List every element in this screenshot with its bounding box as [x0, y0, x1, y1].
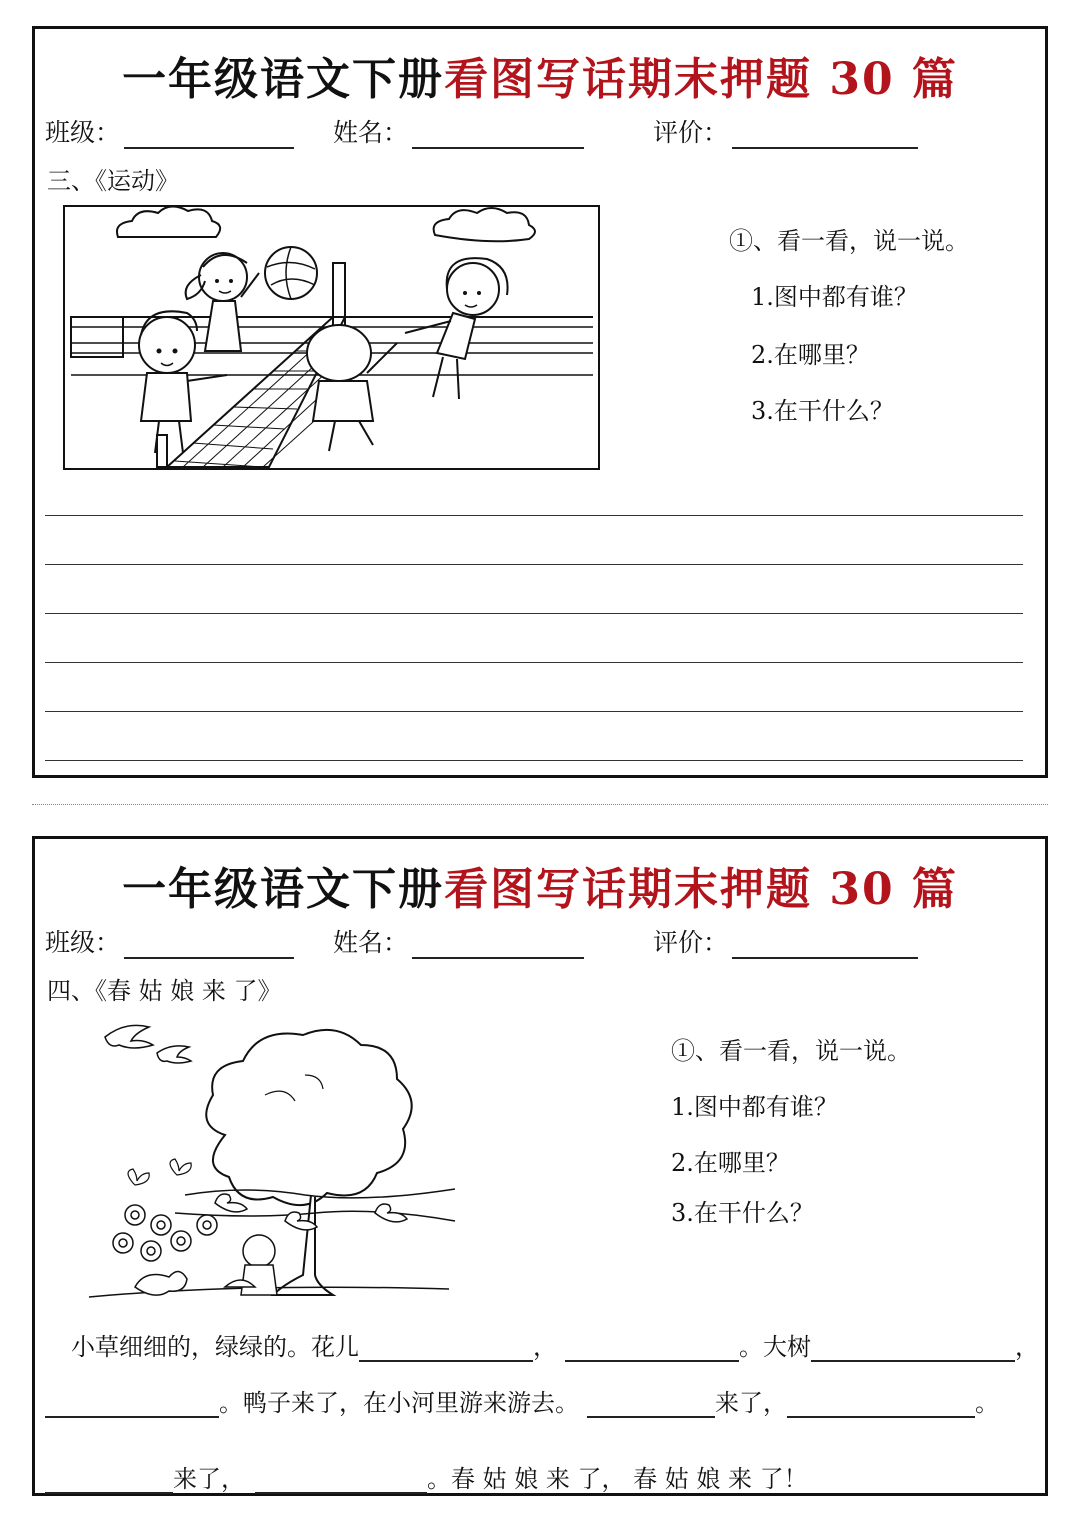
- worksheet-exercise-3: [32, 26, 1048, 778]
- volleyball-illustration: [63, 205, 601, 471]
- worksheet-title: [35, 43, 1045, 107]
- fill-text: 来了，: [173, 1465, 245, 1493]
- title-black-part: 一年级语文下册: [122, 864, 445, 915]
- page-divider: [32, 804, 1048, 805]
- writing-line[interactable]: [45, 613, 1023, 614]
- fill-text: 。: [975, 1389, 999, 1417]
- fill-blank[interactable]: [587, 1394, 715, 1418]
- fill-text: ，: [533, 1333, 557, 1361]
- worksheet-exercise-4: [32, 836, 1048, 1496]
- eval-field[interactable]: [653, 923, 918, 959]
- writing-line[interactable]: [45, 760, 1023, 761]
- fill-text: 。大树: [739, 1333, 811, 1361]
- fill-text: 。鸭子来了，在小河里游来游去。: [219, 1389, 579, 1417]
- class-label: 班级：: [45, 928, 121, 957]
- look-and-say-prompt: ①、看一看，说一说。: [729, 227, 969, 255]
- class-blank[interactable]: [124, 123, 294, 149]
- writing-line[interactable]: [45, 515, 1023, 516]
- fill-blank[interactable]: [45, 1470, 173, 1494]
- fill-blank[interactable]: [565, 1338, 739, 1362]
- title-red-part: 看图写话期末押题 30 篇: [444, 864, 958, 915]
- eval-blank[interactable]: [732, 933, 918, 959]
- name-field[interactable]: [333, 923, 584, 959]
- fill-blank[interactable]: [359, 1338, 533, 1362]
- class-field[interactable]: [45, 113, 294, 149]
- spring-illustration: [75, 1015, 485, 1315]
- name-label: 姓名：: [333, 118, 409, 147]
- worksheet-title: [35, 853, 1045, 917]
- eval-field[interactable]: [653, 113, 918, 149]
- fill-blank[interactable]: [811, 1338, 1015, 1362]
- fill-text: 来了，: [715, 1389, 787, 1417]
- question-where: 2.在哪里？: [671, 1149, 790, 1177]
- eval-label: 评价：: [653, 118, 729, 147]
- name-blank[interactable]: [412, 933, 584, 959]
- fill-in-line-1: [71, 1327, 1039, 1362]
- title-red-part: 看图写话期末押题 30 篇: [444, 54, 958, 105]
- fill-in-line-2: [45, 1383, 999, 1418]
- fill-in-line-3: [45, 1459, 808, 1494]
- question-who: 1.图中都有谁？: [671, 1093, 838, 1121]
- section-title: 四、《春 姑 娘 来 了》: [47, 977, 282, 1005]
- question-where: 2.在哪里？: [751, 341, 870, 369]
- name-field[interactable]: [333, 113, 584, 149]
- eval-label: 评价：: [653, 928, 729, 957]
- fill-text: 。春 姑 娘 来 了， 春 姑 娘 来 了！: [427, 1465, 808, 1493]
- class-field[interactable]: [45, 923, 294, 959]
- writing-line[interactable]: [45, 711, 1023, 712]
- writing-line[interactable]: [45, 564, 1023, 565]
- section-title: 三、《运动》: [47, 167, 179, 195]
- question-what: 3.在干什么？: [671, 1199, 814, 1227]
- fill-text: 小草细细的，绿绿的。花儿: [71, 1333, 359, 1361]
- question-what: 3.在干什么？: [751, 397, 894, 425]
- look-and-say-prompt: ①、看一看，说一说。: [671, 1037, 911, 1065]
- writing-line[interactable]: [45, 662, 1023, 663]
- title-black-part: 一年级语文下册: [122, 54, 445, 105]
- name-blank[interactable]: [412, 123, 584, 149]
- class-blank[interactable]: [124, 933, 294, 959]
- name-label: 姓名：: [333, 928, 409, 957]
- fill-blank[interactable]: [45, 1394, 219, 1418]
- fill-blank[interactable]: [255, 1470, 427, 1494]
- eval-blank[interactable]: [732, 123, 918, 149]
- question-who: 1.图中都有谁？: [751, 283, 918, 311]
- fill-text: ，: [1015, 1333, 1039, 1361]
- class-label: 班级：: [45, 118, 121, 147]
- fill-blank[interactable]: [787, 1394, 975, 1418]
